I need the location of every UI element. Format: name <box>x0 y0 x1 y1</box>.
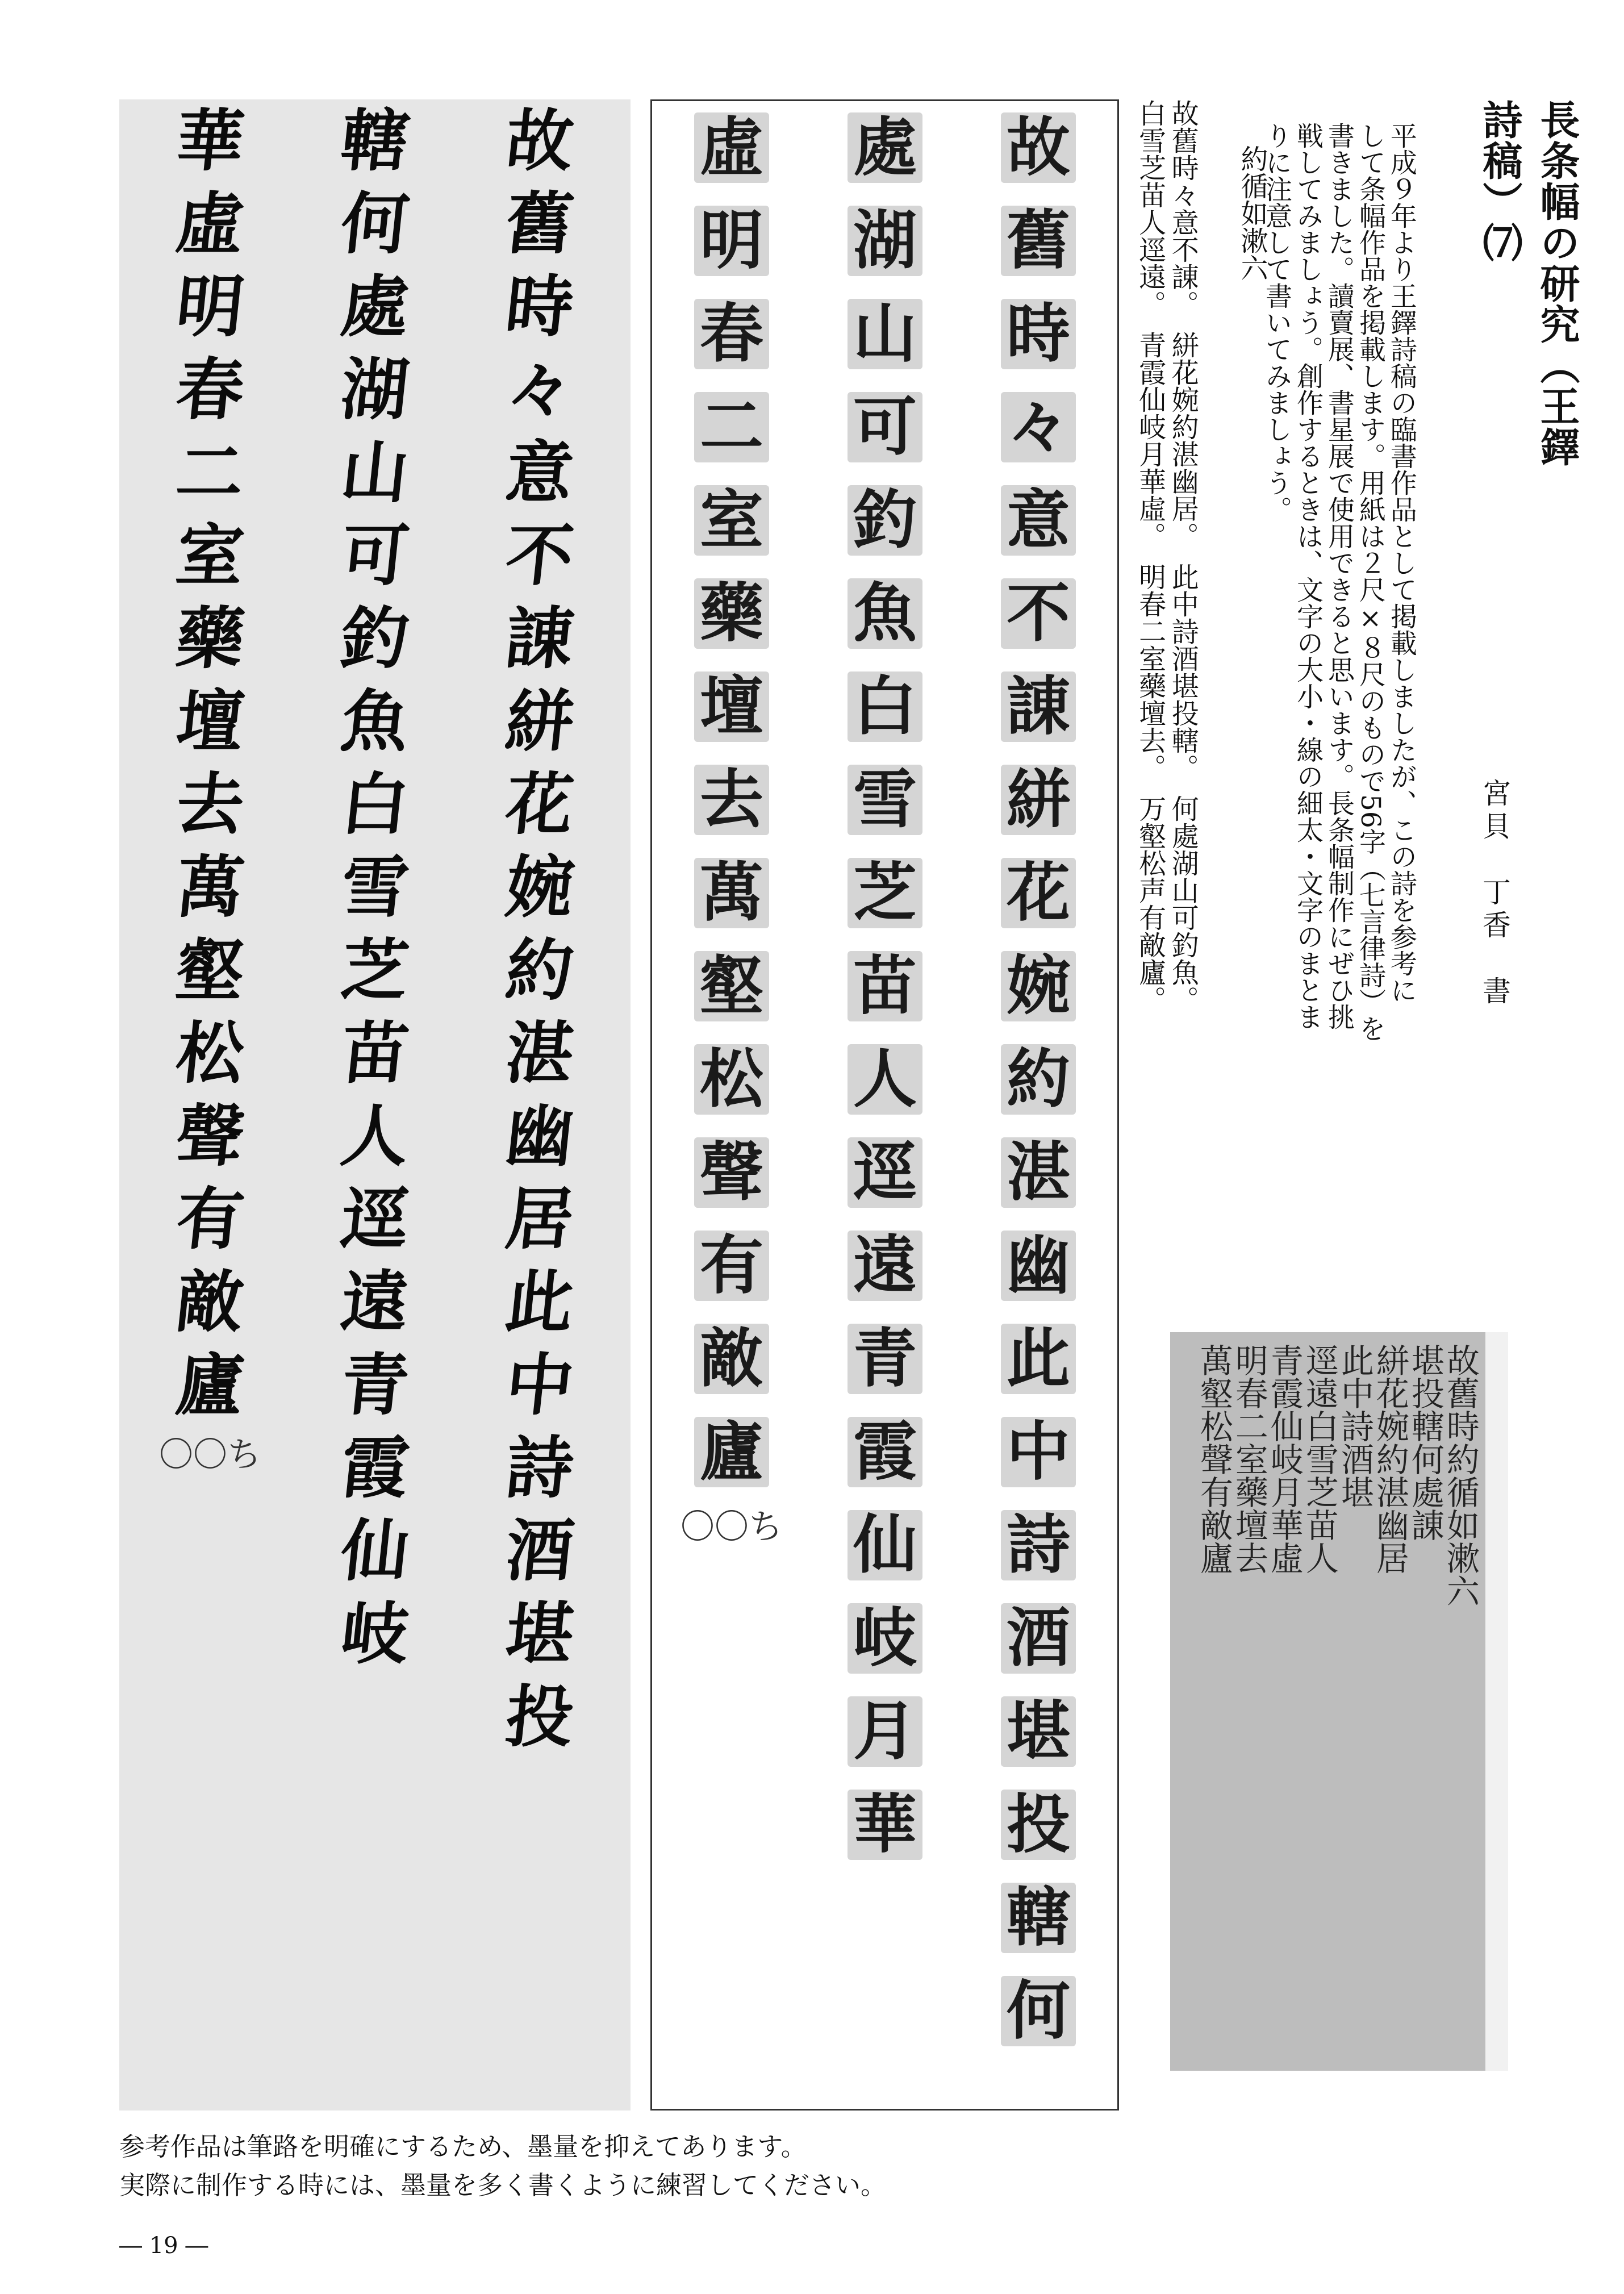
calligraphy-character: 幽 <box>1001 1231 1076 1301</box>
calligraphy-character: 二 <box>172 433 248 512</box>
calligraphy-character: 花 <box>502 765 578 844</box>
rubbing-column-1 <box>970 101 1107 2058</box>
calligraphy-character: 壇 <box>172 682 248 761</box>
calligraphy-character: 不 <box>502 516 578 595</box>
calligraphy-character: 藥 <box>694 578 769 649</box>
calligraphy-character: 約 <box>1001 1044 1076 1115</box>
calligraphy-character: 堪 <box>502 1595 578 1673</box>
copy-work-column-1 <box>460 99 619 1758</box>
calligraphy-character: 春 <box>172 351 248 429</box>
page-title: 長条幅の研究（王鐸詩稿）⑺ <box>1476 99 1580 468</box>
calligraphy-character: 苗 <box>337 1014 413 1092</box>
calligraphy-character: 敵 <box>694 1324 769 1394</box>
manuscript-column: 絣花婉約湛幽居 <box>1370 1344 1409 1574</box>
copy-work-panel <box>119 99 631 2111</box>
intro-line: 戦してみましょう。創作するときは、文字の大小・線の細太・文字のまとま <box>1292 122 1324 1030</box>
calligraphy-character: 轄 <box>1001 1883 1076 1953</box>
calligraphy-character: 湛 <box>1001 1137 1076 1208</box>
calligraphy-character: 酒 <box>1001 1603 1076 1674</box>
calligraphy-character: 堪 <box>1001 1696 1076 1767</box>
punctuation-marks: 〇〇ち <box>681 1507 783 1547</box>
calligraphy-character: 時 <box>502 268 578 346</box>
calligraphy-character: 苗 <box>848 951 922 1021</box>
calligraphy-character: 中 <box>502 1346 578 1424</box>
calligraphy-character: 花 <box>1001 858 1076 928</box>
page-number: ― 19 ― <box>119 2233 208 2259</box>
calligraphy-character: 華 <box>848 1790 922 1860</box>
calligraphy-character: 時 <box>1001 299 1076 369</box>
calligraphy-character: 人 <box>848 1044 922 1115</box>
calligraphy-character: 白 <box>848 671 922 742</box>
calligraphy-character: 魚 <box>337 682 413 761</box>
calligraphy-character: 逕 <box>848 1137 922 1208</box>
calligraphy-character: 意 <box>1001 485 1076 556</box>
manuscript-column: 萬壑松聲有敵廬 <box>1194 1344 1233 1574</box>
calligraphy-character: 人 <box>337 1097 413 1175</box>
calligraphy-character: 投 <box>502 1678 578 1756</box>
calligraphy-character: 何 <box>337 185 413 263</box>
calligraphy-character: 何 <box>1001 1976 1076 2046</box>
calligraphy-character: 轄 <box>337 102 413 180</box>
poem-heading: 約循如漱六 <box>1236 145 1268 281</box>
calligraphy-character: 室 <box>172 516 248 595</box>
calligraphy-character: 明 <box>172 268 248 346</box>
calligraphy-character: 絣 <box>1001 765 1076 835</box>
calligraphy-character: 居 <box>502 1180 578 1258</box>
poem-line: 白雪芝苗人逕遠。 青霞仙岐月華虛。 明春二室藥壇去。 万壑松声有敵廬。 <box>1134 99 1166 1013</box>
calligraphy-character: 岐 <box>848 1603 922 1674</box>
calligraphy-character: 湖 <box>848 206 922 276</box>
calligraphy-character: 岐 <box>337 1595 413 1673</box>
calligraphy-character: 虛 <box>172 185 248 263</box>
calligraphy-character: 芝 <box>848 858 922 928</box>
calligraphy-character: 故 <box>502 102 578 180</box>
photo-page-edge <box>1485 1332 1508 2071</box>
calligraphy-character: 有 <box>694 1231 769 1301</box>
intro-line: 書きました。讀賣展、書星展で使用できると思います。長条幅制作にぜひ挑 <box>1323 122 1355 1030</box>
calligraphy-character: 藥 <box>172 599 248 678</box>
copy-work-column-3 <box>131 99 290 1475</box>
calligraphy-character: 湛 <box>502 1014 578 1092</box>
calligraphy-character: 々 <box>502 351 578 429</box>
calligraphy-character: 壑 <box>172 931 248 1010</box>
calligraphy-character: 故 <box>1001 112 1076 183</box>
calligraphy-character: 絣 <box>502 682 578 761</box>
author-credit: 宮貝 丁香 書 <box>1478 778 1511 1009</box>
calligraphy-character: 中 <box>1001 1417 1076 1487</box>
calligraphy-character: 湖 <box>337 351 413 429</box>
poem-line: 故舊時々意不諌。 絣花婉約湛幽居。 此中詩酒堪投轄。 何處湖山可釣魚。 <box>1167 99 1199 1013</box>
calligraphy-character: 處 <box>848 112 922 183</box>
calligraphy-character: 聲 <box>172 1097 248 1175</box>
calligraphy-character: 白 <box>337 765 413 844</box>
footnote-line: 実際に制作する時には、墨量を多く書くように練習してください。 <box>119 2170 887 2200</box>
calligraphy-character: 遠 <box>337 1263 413 1341</box>
calligraphy-character: 此 <box>1001 1324 1076 1394</box>
calligraphy-character: 去 <box>694 765 769 835</box>
calligraphy-character: 松 <box>694 1044 769 1115</box>
calligraphy-character: 舊 <box>1001 206 1076 276</box>
calligraphy-character: 此 <box>502 1263 578 1341</box>
calligraphy-character: 月 <box>848 1696 922 1767</box>
calligraphy-character: 詩 <box>502 1429 578 1507</box>
calligraphy-character: 聲 <box>694 1137 769 1208</box>
calligraphy-character: 青 <box>337 1346 413 1424</box>
calligraphy-character: 婉 <box>1001 951 1076 1021</box>
calligraphy-character: 遠 <box>848 1231 922 1301</box>
intro-line: りに注意して書いてみましょう。 <box>1260 122 1292 523</box>
calligraphy-character: 逕 <box>337 1180 413 1258</box>
calligraphy-character: 去 <box>172 765 248 844</box>
calligraphy-character: 釣 <box>848 485 922 556</box>
manuscript-column: 逕遠白雪芝苗人 <box>1300 1344 1339 1574</box>
calligraphy-character: 霞 <box>848 1417 922 1487</box>
calligraphy-character: 山 <box>848 299 922 369</box>
calligraphy-character: 婉 <box>502 848 578 927</box>
calligraphy-character: 廬 <box>694 1417 769 1487</box>
calligraphy-character: 芝 <box>337 931 413 1010</box>
intro-line: 平成９年より王鐸詩稿の臨書作品として掲載しましたが、この詩を参考に <box>1385 122 1417 1003</box>
calligraphy-character: 山 <box>337 433 413 512</box>
calligraphy-character: 不 <box>1001 578 1076 649</box>
footnote-line: 参考作品は筆路を明確にするため、墨量を抑えてあります。 <box>119 2132 807 2162</box>
calligraphy-character: 萬 <box>172 848 248 927</box>
punctuation-marks: 〇〇ち <box>159 1435 261 1475</box>
calligraphy-character: 舊 <box>502 185 578 263</box>
calligraphy-character: 諌 <box>502 599 578 678</box>
calligraphy-character: 々 <box>1001 392 1076 462</box>
manuscript-photo <box>1170 1332 1508 2071</box>
poem-text <box>1133 99 1199 1122</box>
calligraphy-character: 投 <box>1001 1790 1076 1860</box>
calligraphy-character: 意 <box>502 433 578 512</box>
intro-text <box>1261 122 1417 1202</box>
calligraphy-character: 酒 <box>502 1512 578 1590</box>
calligraphy-character: 霞 <box>337 1429 413 1507</box>
calligraphy-character: 可 <box>337 516 413 595</box>
rubbing-column-3 <box>663 101 800 1547</box>
calligraphy-character: 壑 <box>694 951 769 1021</box>
calligraphy-character: 諌 <box>1001 671 1076 742</box>
original-rubbing-panel <box>650 99 1119 2111</box>
calligraphy-character: 室 <box>694 485 769 556</box>
calligraphy-character: 廬 <box>172 1346 248 1424</box>
calligraphy-character: 壇 <box>694 671 769 742</box>
calligraphy-character: 華 <box>172 102 248 180</box>
calligraphy-character: 虛 <box>694 112 769 183</box>
calligraphy-character: 明 <box>694 206 769 276</box>
manuscript-column: 此中詩酒堪 <box>1335 1344 1374 1508</box>
copy-work-column-2 <box>295 99 454 1675</box>
footnotes <box>119 2128 886 2204</box>
calligraphy-character: 可 <box>848 392 922 462</box>
calligraphy-character: 春 <box>694 299 769 369</box>
manuscript-column: 故舊時約循如漱六 <box>1441 1344 1480 1607</box>
calligraphy-character: 處 <box>337 268 413 346</box>
calligraphy-character: 約 <box>502 931 578 1010</box>
calligraphy-character: 魚 <box>848 578 922 649</box>
calligraphy-character: 詩 <box>1001 1510 1076 1580</box>
intro-line: して条幅作品を掲載します。用紙は２尺×８尺のもので56字（七言律詩）を <box>1354 122 1386 1042</box>
calligraphy-character: 有 <box>172 1180 248 1258</box>
calligraphy-character: 仙 <box>337 1512 413 1590</box>
calligraphy-character: 幽 <box>502 1097 578 1175</box>
manuscript-column: 明春二室藥壇去 <box>1229 1344 1268 1574</box>
calligraphy-character: 松 <box>172 1014 248 1092</box>
calligraphy-character: 青 <box>848 1324 922 1394</box>
calligraphy-character: 仙 <box>848 1510 922 1580</box>
calligraphy-character: 釣 <box>337 599 413 678</box>
calligraphy-character: 敵 <box>172 1263 248 1341</box>
manuscript-column: 堪投轄何處諌 <box>1405 1344 1445 1541</box>
calligraphy-character: 雪 <box>337 848 413 927</box>
rubbing-column-2 <box>817 101 953 1871</box>
manuscript-column: 青霞仙岐月華虛 <box>1264 1344 1304 1574</box>
calligraphy-character: 二 <box>694 392 769 462</box>
calligraphy-character: 萬 <box>694 858 769 928</box>
calligraphy-character: 雪 <box>848 765 922 835</box>
